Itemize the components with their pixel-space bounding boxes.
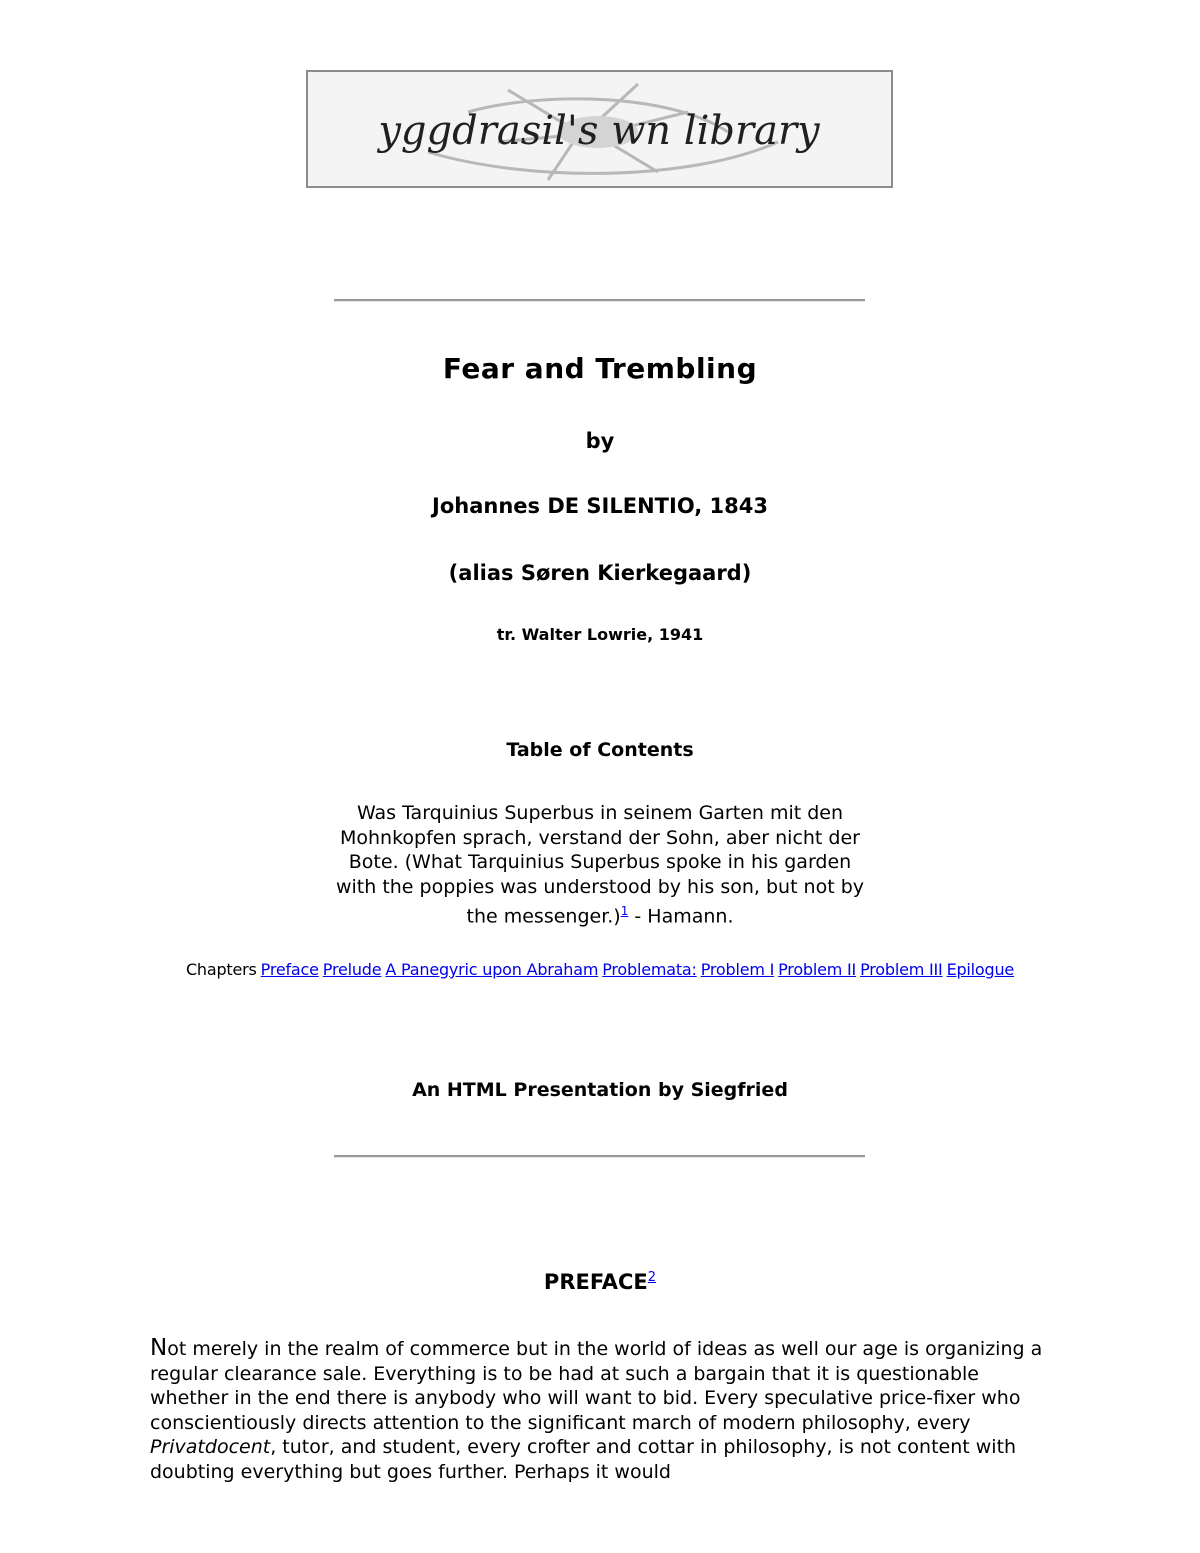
- chapter-link-problem-1[interactable]: Problem I: [700, 960, 775, 979]
- footnote-link-1[interactable]: 1: [620, 904, 629, 918]
- author-line: Johannes DE SILENTIO, 1843: [432, 494, 768, 518]
- chapter-link-prelude[interactable]: Prelude: [322, 960, 382, 979]
- chapter-link-problem-2[interactable]: Problem II: [778, 960, 857, 979]
- horizontal-rule-bottom: [334, 1155, 865, 1158]
- preface-heading-text: PREFACE: [543, 1270, 648, 1294]
- book-title: Fear and Trembling: [442, 352, 758, 385]
- preface-text-part-1: ot merely in the realm of commerce but in the world of ideas as well our age is organizing a regular clearance sale. Everything is to be had at such a bargain that it is questionable whether in the end there is anybody who will want to bid. Every speculative price-fixer who conscientiously directs attention to the significant march of modern philosophy, every: [150, 1338, 1043, 1434]
- chapter-link-problemata[interactable]: Problemata:: [602, 960, 697, 979]
- by-line: by: [585, 429, 615, 453]
- chapter-link-preface[interactable]: Preface: [260, 960, 319, 979]
- toc-heading: Table of Contents: [506, 739, 694, 761]
- epigraph: [330, 801, 870, 929]
- epigraph-text: Was Tarquinius Superbus in seinem Garten mit den Mohnkopfen sprach, verstand der Sohn, aber nicht der Bote. (What Tarquinius Superbus spoke in his garden with the poppies was understood by his son, but not by the messenger.): [335, 802, 865, 928]
- chapter-link-epilogue[interactable]: Epilogue: [946, 960, 1015, 979]
- footnote-link-2[interactable]: 2: [647, 1270, 657, 1285]
- chapter-nav: [0, 960, 1200, 979]
- banner-artwork: [308, 72, 891, 186]
- presentation-credit: An HTML Presentation by Siegfried: [412, 1079, 788, 1101]
- preface-heading: [0, 1270, 1200, 1294]
- horizontal-rule-top: [334, 299, 865, 302]
- translator-credit: tr. Walter Lowrie, 1941: [496, 625, 704, 644]
- chapters-label: Chapters: [185, 960, 257, 979]
- banner-logo-text: yggdrasil's wn library: [378, 108, 820, 154]
- preface-text-part-2: , tutor, and student, every crofter and cottar in philosophy, is not content with doubting everything but goes further. Perhaps it would: [150, 1436, 1017, 1483]
- chapter-link-panegyric[interactable]: A Panegyric upon Abraham: [385, 960, 599, 979]
- epigraph-attribution: - Hamann.: [628, 905, 734, 928]
- preface-paragraph: [150, 1336, 1050, 1484]
- library-banner-logo: [306, 70, 893, 188]
- preface-italic-term: Privatdocent: [150, 1436, 271, 1458]
- author-alias: (alias Søren Kierkegaard): [448, 561, 752, 585]
- chapter-link-problem-3[interactable]: Problem III: [860, 960, 943, 979]
- drop-cap: N: [150, 1335, 168, 1361]
